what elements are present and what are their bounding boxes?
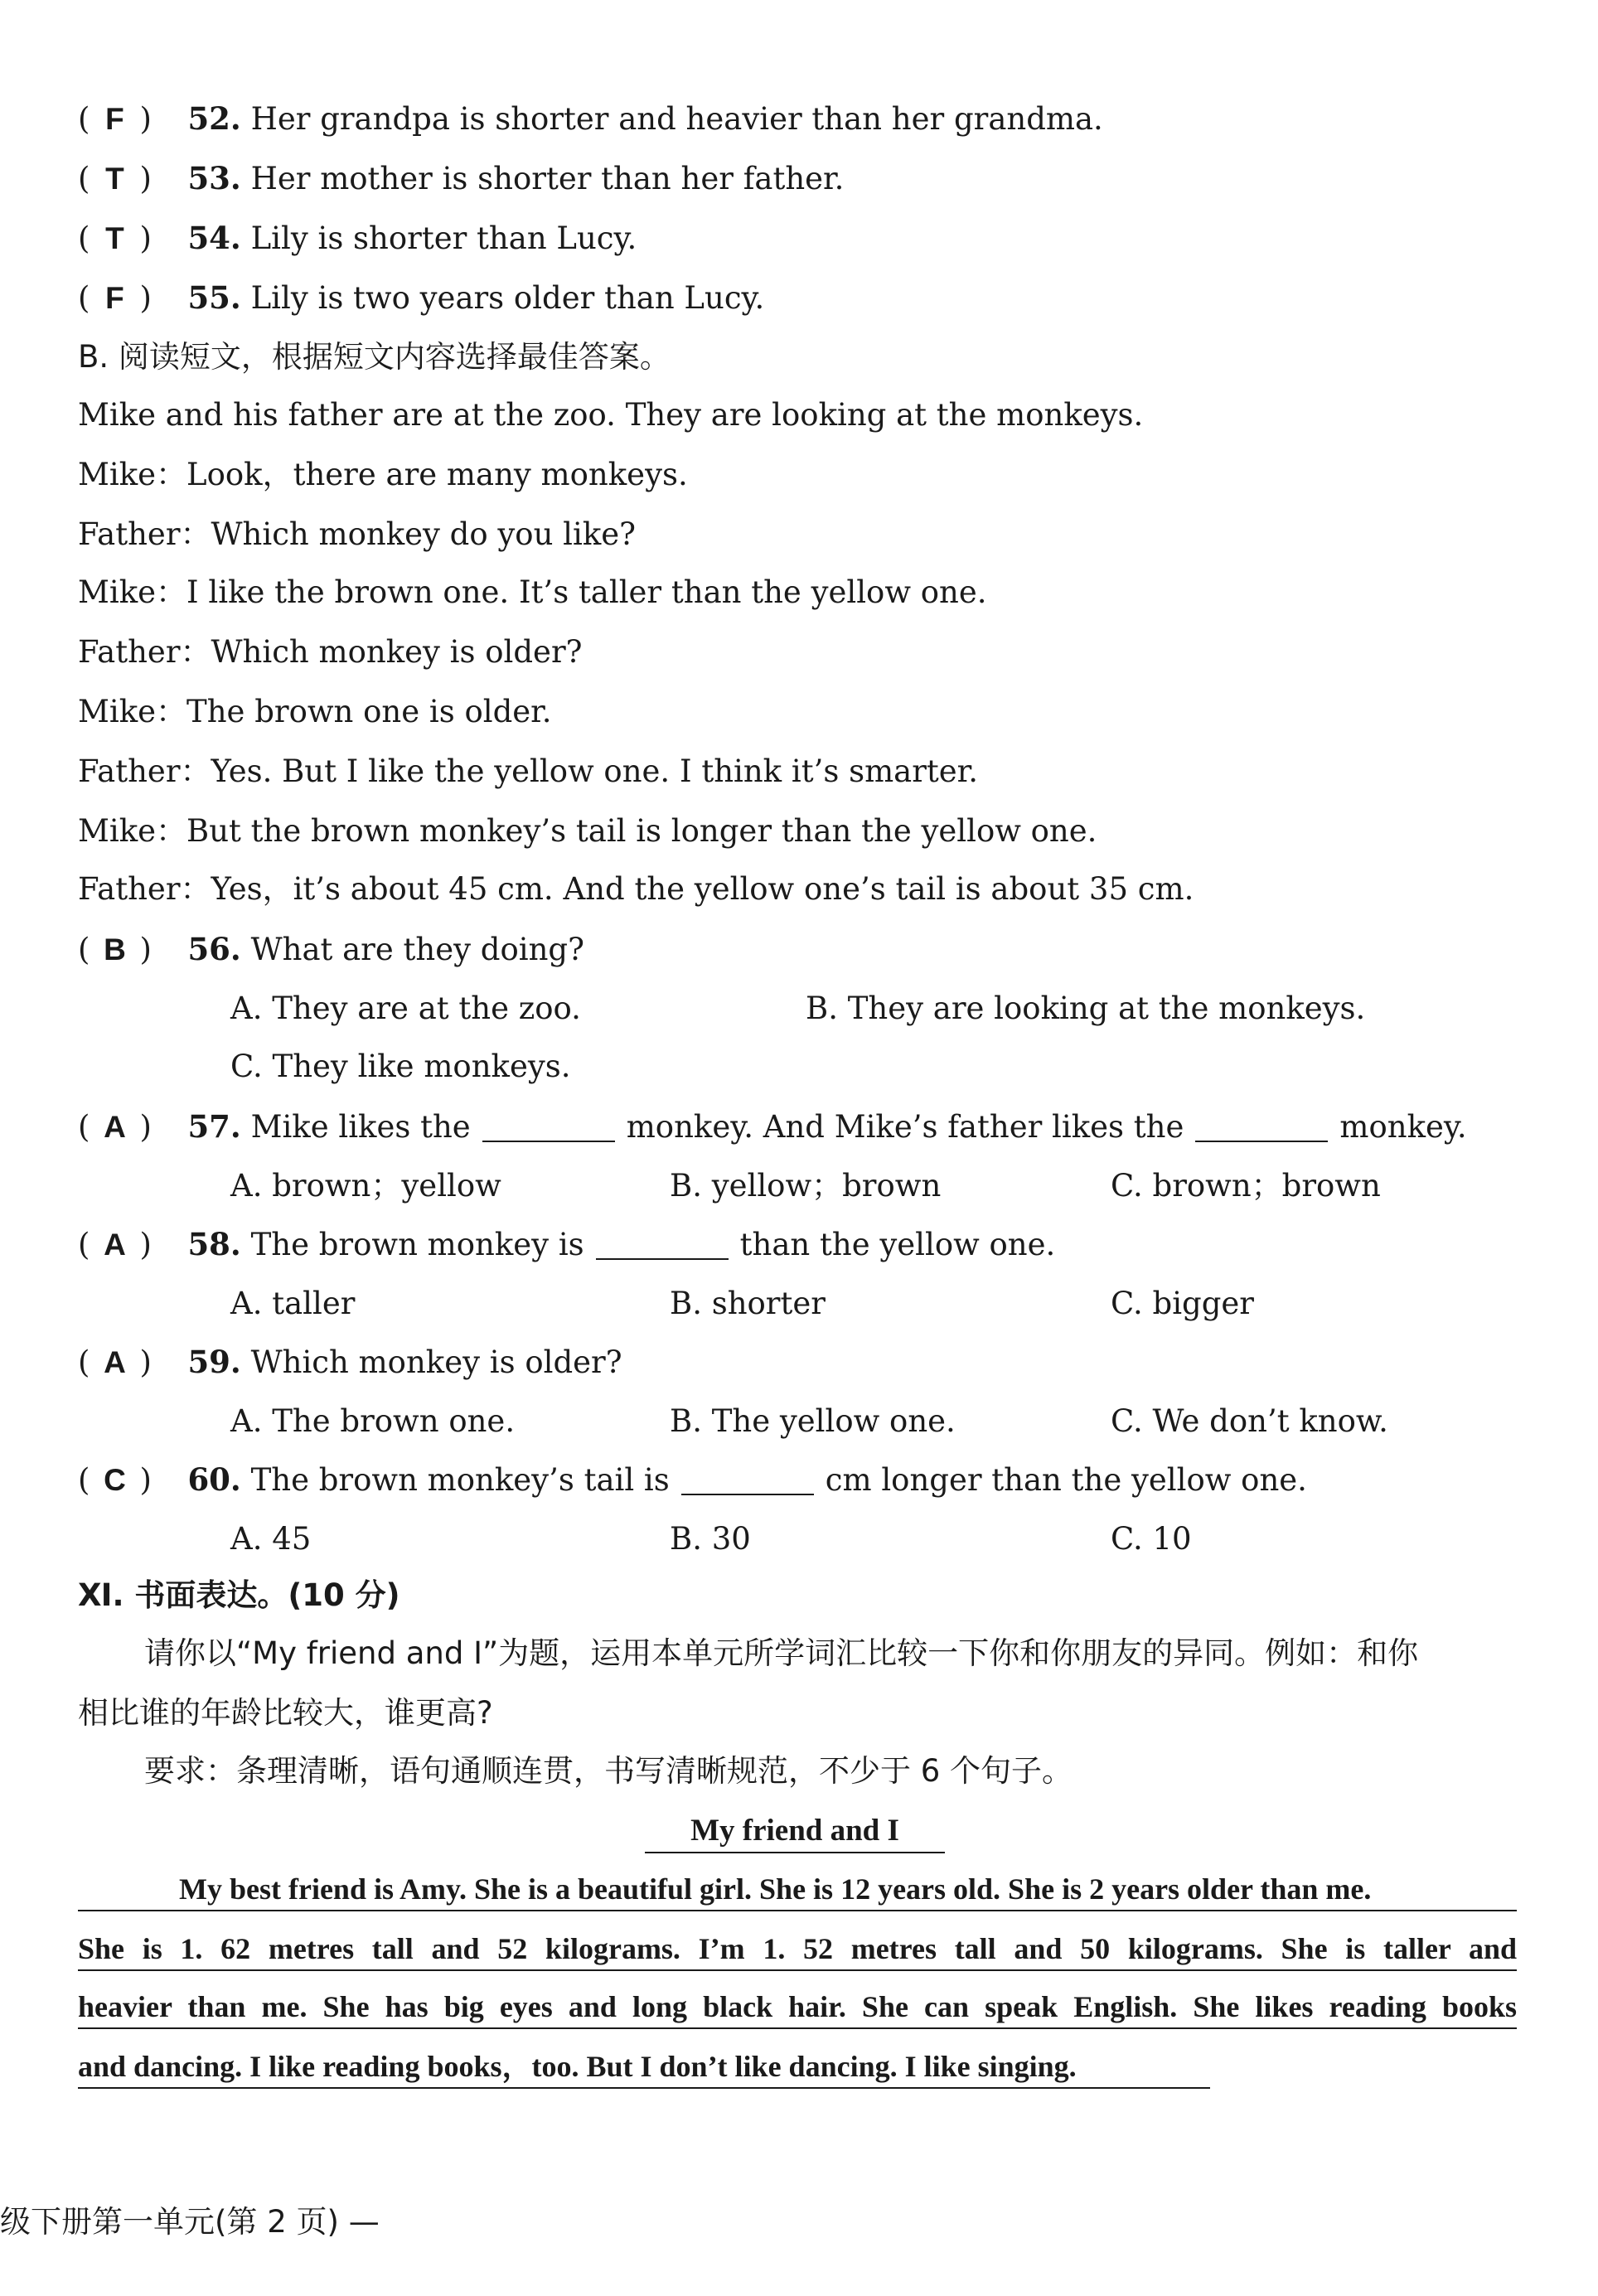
essay-line-2: She is 1. 62 metres tall and 52 kilograms. I’m 1. 52 metres tall and 50 kilograms. She is taller and: [78, 1928, 1517, 1971]
tf-item-55: ( F ) 55. Lily is two years older than Lucy.: [78, 277, 1548, 319]
passage-line: Father：Which monkey do you like?: [78, 516, 636, 552]
answer-blank: [681, 1465, 814, 1495]
statement-text: Her grandpa is shorter and heavier than her grandma.: [250, 101, 1103, 137]
question-59: ( A ) 59. Which monkey is older?: [78, 1341, 1548, 1383]
statement-text: Lily is two years older than Lucy.: [250, 280, 765, 316]
answer-55: F: [105, 281, 124, 315]
essay-line-1: My best friend is Amy. She is a beautiful girl. She is 12 years old. She is 2 years older than me.: [78, 1868, 1517, 1911]
question-56: ( B ) 56. What are they doing?: [78, 928, 1548, 971]
question-text: The brown monkey is: [250, 1227, 584, 1262]
passage-line: Father：Yes，it’s about 45 cm. And the yellow one’s tail is about 35 cm.: [78, 871, 1194, 907]
statement-text: Lily is shorter than Lucy.: [250, 220, 637, 256]
option-b: B. They are looking at the monkeys.: [806, 991, 1366, 1026]
requirement-line: 要求：条理清晰，语句通顺连贯，书写清晰规范，不少于 6 个句子。: [144, 1753, 1073, 1789]
question-text: Which monkey is older?: [250, 1344, 622, 1380]
question-58: ( A ) 58. The brown monkey is than the yellow one.: [78, 1223, 1548, 1266]
answer-57: A: [104, 1110, 126, 1144]
question-text: The brown monkey’s tail is: [250, 1462, 670, 1498]
passage-line: Mike：I like the brown one. It’s taller than the yellow one.: [78, 574, 987, 610]
passage-line: Father：Which monkey is older?: [78, 634, 583, 670]
passage-line: Mike：Look，there are many monkeys.: [78, 457, 688, 492]
answer-54: T: [105, 221, 124, 255]
essay-title: My friend and I: [645, 1810, 945, 1853]
question-number: 56.: [187, 931, 241, 967]
essay-line-3: heavier than me. She has big eyes and long black hair. She can speak English. She likes reading books: [78, 1986, 1517, 2029]
question-number: 58.: [187, 1226, 241, 1262]
instruction-line-1: 请你以“My friend and I”为题，运用本单元所学词汇比较一下你和你朋友的异同。例如：和你: [144, 1635, 1419, 1671]
question-number: 60.: [187, 1461, 241, 1498]
option-c: C. They like monkeys.: [230, 1049, 571, 1084]
question-text: than the yellow one.: [739, 1227, 1056, 1262]
question-57: ( A ) 57. Mike likes the monkey. And Mike’s father likes the monkey.: [78, 1106, 1548, 1148]
option-a: A. 45: [230, 1521, 312, 1557]
option-a: A. They are at the zoo.: [230, 991, 581, 1026]
instruction-line-2: 相比谁的年龄比较大，谁更高?: [78, 1695, 493, 1731]
option-c: C. brown；brown: [1111, 1168, 1381, 1204]
question-number: 55.: [187, 279, 241, 316]
option-c: C. 10: [1111, 1521, 1192, 1557]
question-number: 59.: [187, 1344, 241, 1380]
option-b: B. 30: [670, 1521, 751, 1557]
option-c: C. We don’t know.: [1111, 1403, 1388, 1439]
option-a: A. taller: [230, 1286, 356, 1321]
question-number: 53.: [187, 160, 241, 196]
answer-blank: [596, 1230, 729, 1260]
option-b: B. The yellow one.: [670, 1403, 956, 1439]
answer-blank: [1195, 1112, 1328, 1142]
tf-item-54: ( T ) 54. Lily is shorter than Lucy.: [78, 217, 1548, 259]
answer-60: C: [104, 1463, 126, 1497]
page-footer: 级下册第一单元(第 2 页) —: [0, 2204, 380, 2240]
option-b: B. shorter: [670, 1286, 826, 1321]
statement-text: Her mother is shorter than her father.: [250, 161, 845, 196]
question-text: monkey. And Mike’s father likes the: [626, 1109, 1184, 1145]
answer-52: F: [105, 102, 124, 136]
question-text: monkey.: [1339, 1109, 1467, 1145]
question-60: ( C ) 60. The brown monkey’s tail is cm longer than the yellow one.: [78, 1459, 1548, 1501]
answer-59: A: [104, 1345, 126, 1379]
passage-line: Father：Yes. But I like the yellow one. I think it’s smarter.: [78, 753, 979, 789]
question-number: 57.: [187, 1108, 241, 1145]
passage-line: Mike and his father are at the zoo. They are looking at the monkeys.: [78, 397, 1144, 433]
section-xi-heading: Ⅺ. 书面表达。(10 分): [78, 1577, 400, 1613]
question-text: Mike likes the: [250, 1109, 471, 1145]
question-text: cm longer than the yellow one.: [825, 1462, 1307, 1498]
question-number: 52.: [187, 100, 241, 137]
answer-blank: [482, 1112, 615, 1142]
passage-line: Mike：But the brown monkey’s tail is longer than the yellow one.: [78, 813, 1097, 849]
question-text: What are they doing?: [250, 932, 584, 967]
tf-item-53: ( T ) 53. Her mother is shorter than her father.: [78, 157, 1548, 200]
answer-58: A: [104, 1228, 126, 1262]
tf-item-52: ( F ) 52. Her grandpa is shorter and heavier than her grandma.: [78, 98, 1548, 140]
option-c: C. bigger: [1111, 1286, 1254, 1321]
section-b-heading: B. 阅读短文，根据短文内容选择最佳答案。: [78, 339, 671, 375]
answer-56: B: [104, 932, 126, 966]
question-number: 54.: [187, 220, 241, 256]
essay-line-4: and dancing. I like reading books，too. But I don’t like dancing. I like singing.: [78, 2046, 1210, 2089]
option-a: A. The brown one.: [230, 1403, 516, 1439]
option-a: A. brown；yellow: [230, 1168, 501, 1204]
passage-line: Mike：The brown one is older.: [78, 694, 552, 729]
option-b: B. yellow；brown: [670, 1168, 942, 1204]
answer-53: T: [105, 162, 124, 196]
